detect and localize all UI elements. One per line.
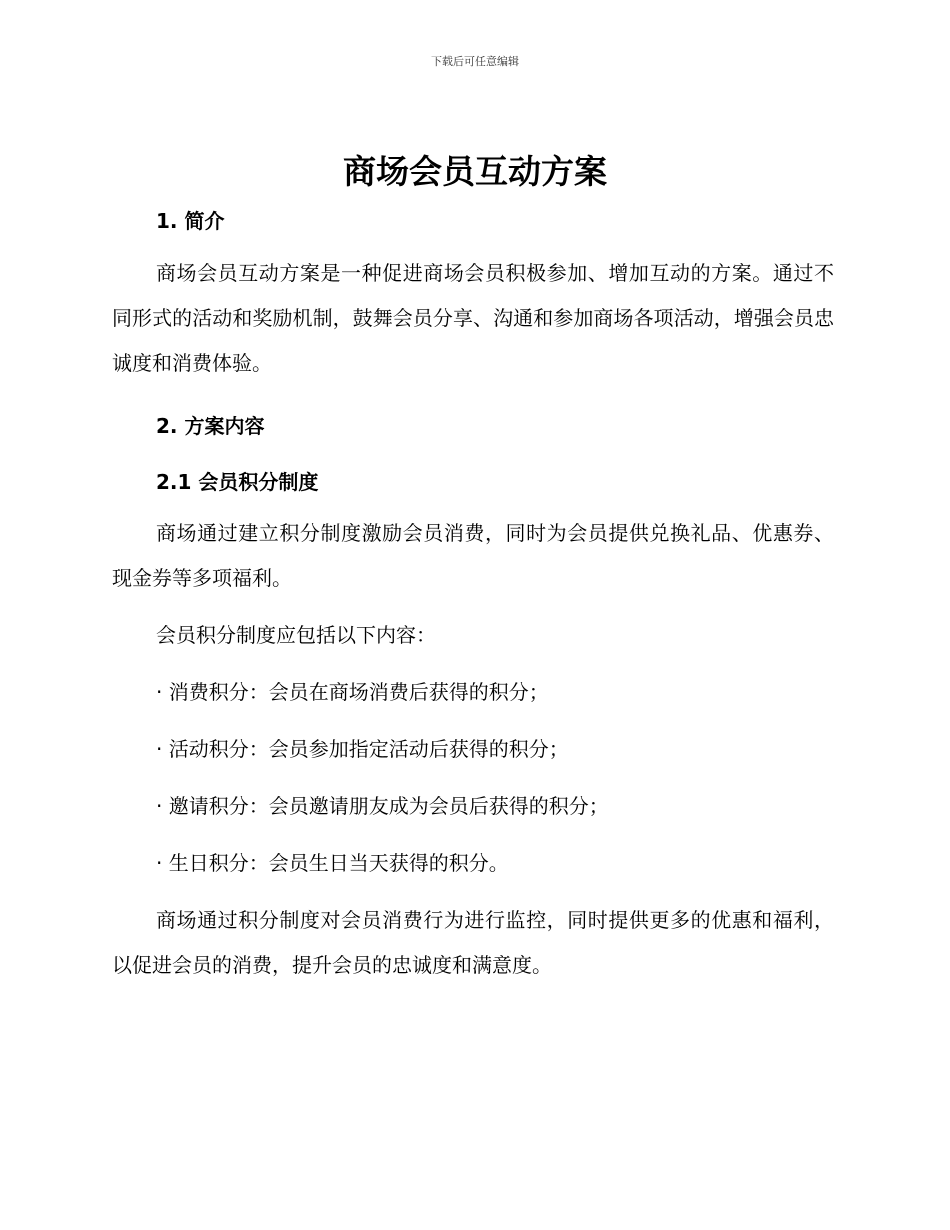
section-heading-content: 2. 方案内容 [156,414,265,438]
section-heading-intro: 1. 简介 [156,209,225,233]
points-paragraph-1: 商场通过建立积分制度激励会员消费，同时为会员提供兑换礼品、优惠券、现金券等多项福利。 [112,521,834,590]
list-item: · 生日积分：会员生日当天获得的积分。 [156,851,509,875]
points-paragraph-2: 会员积分制度应包括以下内容： [156,623,436,647]
list-item: · 活动积分：会员参加指定活动后获得的积分； [156,737,569,761]
intro-paragraph: 商场会员互动方案是一种促进商场会员积极参加、增加互动的方案。通过不同形式的活动和奖励机制，鼓舞会员分享、沟通和参加商场各项活动，增强会员忠诚度和消费体验。 [112,261,834,375]
list-item: · 邀请积分：会员邀请朋友成为会员后获得的积分； [156,794,609,818]
subsection-heading-points: 2.1 会员积分制度 [156,470,319,494]
points-paragraph-3: 商场通过积分制度对会员消费行为进行监控，同时提供更多的优惠和福利，以促进会员的消费，提升会员的忠诚度和满意度。 [112,908,834,977]
list-item: · 消费积分：会员在商场消费后获得的积分； [156,680,549,704]
header-note: 下载后可任意编辑 [431,55,519,68]
document-title: 商场会员互动方案 [343,152,607,191]
document-body [112,203,834,988]
